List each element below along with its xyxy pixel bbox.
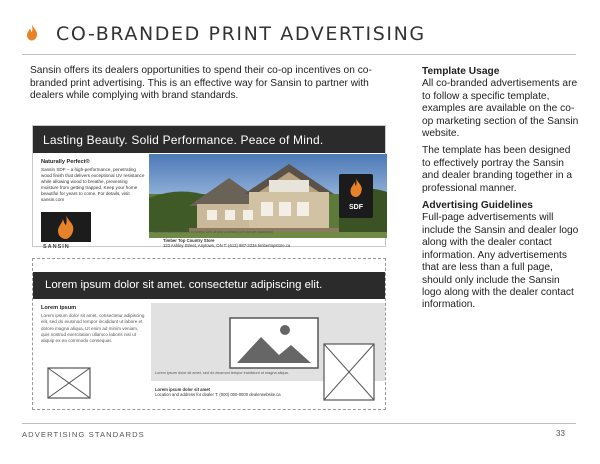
- template-dealer-info: [155, 387, 315, 397]
- template-heading: Lorem ipsum: [41, 305, 77, 311]
- page-title: CO-BRANDED PRINT ADVERTISING: [56, 23, 426, 45]
- ad-fine-print: Use code WATERSHIELD to receive 15% off your purchase (one use per household): [153, 230, 273, 234]
- template-usage-heading: Template Usage: [422, 66, 500, 77]
- sansin-logo-flame-icon: [41, 212, 91, 242]
- page-header: [22, 18, 578, 54]
- sansin-logo: [41, 212, 91, 242]
- advertising-guidelines-heading: Advertising Guidelines: [422, 200, 533, 212]
- ad-copy: [41, 159, 146, 203]
- image-placeholder-icon: [229, 317, 319, 369]
- ad-heading: Naturally Perfect®: [41, 159, 90, 165]
- header-divider: [22, 54, 576, 55]
- template-dealer-name: Lorem ipsum dolor sit amet: [155, 387, 210, 392]
- ad-banner: Lasting Beauty. Solid Performance. Peace of Mind.: [33, 126, 385, 153]
- can-label: SDF: [349, 204, 363, 211]
- template-caption: Lorem ipsum dolor sit amet, sed do eiusmod tempor incididunt ut magna aliqua.: [155, 371, 289, 375]
- house-photo: [149, 154, 387, 238]
- dealer-logo-placeholder-icon: [323, 343, 375, 401]
- template-usage-text: All co-branded advertisements are to follow a specific template, examples are available on the co-op marketing section of the Sansin website.: [422, 78, 579, 140]
- footer-divider: [22, 423, 576, 424]
- template-banner: Lorem ipsum dolor sit amet. consectetur adipiscing elit.: [33, 272, 385, 299]
- stain-can: [339, 174, 373, 218]
- logo-placeholder-icon: [47, 367, 91, 399]
- intro-paragraph: Sansin offers its dealers opportunities to spend their co-op incentives on co-branded print advertising. This is an effective way for Sansin to partner with dealers while complying with brand standards.: [30, 65, 372, 102]
- page-number: 33: [556, 429, 565, 438]
- template-dealer-address: Location and address for dealer T: (000) 000-0000 dealerwebsite.ca: [155, 392, 281, 397]
- footer-section-title: ADVERTISING STANDARDS: [22, 430, 145, 439]
- dealer-name: Timber Top Country Store: [163, 238, 215, 243]
- template-ad-example: [32, 258, 386, 410]
- flame-icon: [26, 24, 38, 41]
- dealer-address: 123 Ashley Street, Anytown, ON T: (613) 987-3334 timbertopstore.ca: [163, 243, 291, 248]
- sansin-wordmark: SANSIN: [43, 244, 70, 250]
- full-page-ad-example: [32, 125, 386, 250]
- dealer-info: [163, 238, 323, 248]
- advertising-guidelines-text: Full-page advertisements will include the Sansin and dealer logo along with the dealer contact information. Any advertisements that are less than a full page, should only include the Sansin logo along with the dealer contact information.: [422, 212, 579, 311]
- guidelines-column: [422, 66, 580, 317]
- template-body: Lorem ipsum dolor sit amet, consectetur adipiscing elit, sed do eiusmod tempor incididunt ut labore et dolore magna aliqua. Ut enim ad minim veniam, quis nostrud exercitation ullamco laboris nisi ut aliquip ex ea commodo consequat.: [41, 313, 145, 344]
- template-design-text: The template has been designed to effectively portray the Sansin and dealer branding together in a professional manner.: [422, 145, 573, 194]
- ad-body: Sansin SDF – a high-performance, penetrating wood finish that delivers exceptional UV resistance while allowing wood to breathe, preventing moisture from getting trapped. Keep your home beautiful for years to come. For details, visit sansin.com: [41, 167, 145, 202]
- can-flame-icon: [339, 174, 373, 204]
- template-copy: [41, 305, 146, 344]
